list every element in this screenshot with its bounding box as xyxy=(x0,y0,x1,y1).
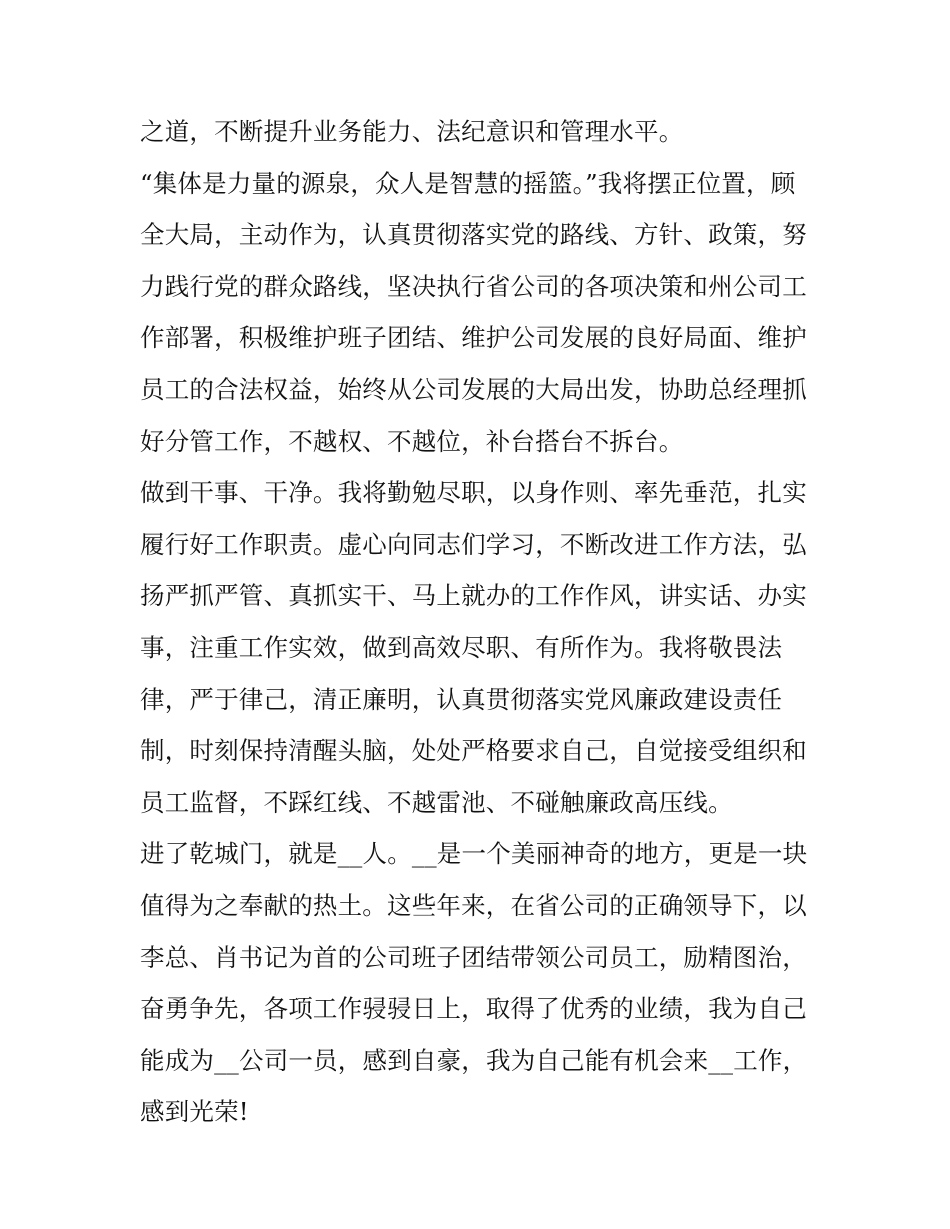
text-line: “集体是力量的源泉，众人是智慧的摇篮。”我将摆正位置，顾 xyxy=(140,168,796,198)
text-line: 李总、肖书记为首的公司班子团结带领公司员工，励精图治， xyxy=(140,942,807,972)
text-line: 全大局，主动作为，认真贯彻落实党的路线、方针、政策，努 xyxy=(140,220,807,250)
body-text xyxy=(140,106,820,1138)
text-line: 值得为之奉献的热土。这些年来，在省公司的正确领导下，以 xyxy=(140,890,807,920)
text-line: 事，注重工作实效，做到高效尽职、有所作为。我将敬畏法 xyxy=(140,632,783,662)
text-line: 进了乾城门，就是__人。__是一个美丽神奇的地方，更是一块 xyxy=(140,839,808,869)
text-line: 员工的合法权益，始终从公司发展的大局出发，协助总经理抓 xyxy=(140,374,807,404)
text-line: 作部署，积极维护班子团结、维护公司发展的良好局面、维护 xyxy=(140,323,807,353)
text-line: 做到干事、干净。我将勤勉尽职，以身作则、率先垂范，扎实 xyxy=(140,478,807,508)
text-line: 奋勇争先，各项工作骎骎日上，取得了优秀的业绩，我为自己 xyxy=(140,994,807,1024)
text-line: 扬严抓严管、真抓实干、马上就办的工作作风，讲实话、办实 xyxy=(140,581,807,611)
text-line: 感到光荣! xyxy=(140,1097,249,1127)
text-line: 能成为__公司一员，感到自豪，我为自己能有机会来__工作， xyxy=(140,1045,808,1075)
text-line: 员工监督，不踩红线、不越雷池、不碰触廉政高压线。 xyxy=(140,787,733,817)
text-line: 制，时刻保持清醒头脑，处处严格要求自己，自觉接受组织和 xyxy=(140,736,807,766)
text-line: 力践行党的群众路线，坚决执行省公司的各项决策和州公司工 xyxy=(140,271,807,301)
text-line: 好分管工作，不越权、不越位，补台搭台不拆台。 xyxy=(140,426,684,456)
text-line: 之道，不断提升业务能力、法纪意识和管理水平。 xyxy=(140,117,684,146)
text-line: 律，严于律己，清正廉明，认真贯彻落实党风廉政建设责任 xyxy=(140,684,783,714)
text-line: 履行好工作职责。虚心向同志们学习，不断改进工作方法，弘 xyxy=(140,529,807,559)
